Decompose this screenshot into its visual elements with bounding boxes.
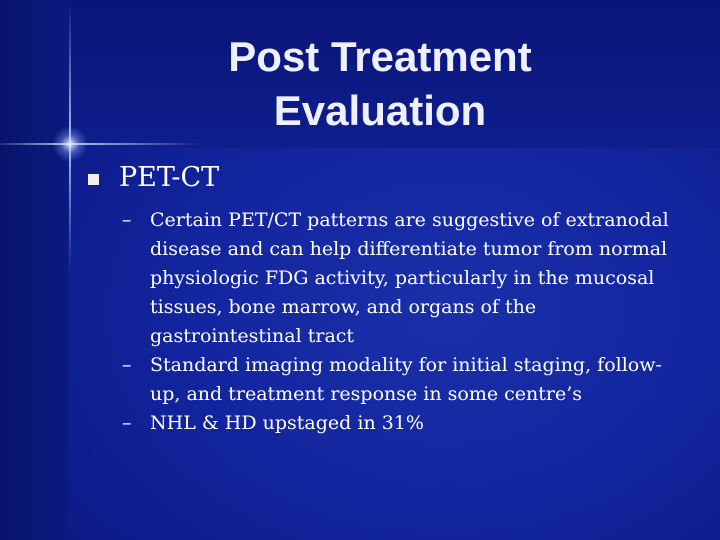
sub-bullet-item [122, 206, 682, 351]
square-bullet-icon [88, 174, 99, 185]
slide-title-line-1: Post Treatment [228, 33, 532, 80]
sub-bullet-text: Certain PET/CT patterns are suggestive of extranodal disease and can help differentiate tumor from normal physiologic FDG activity, particularly in the mucosal tissues, bone marrow, and organs of the gastrointestinal tract [150, 209, 669, 347]
dash-bullet-icon: – [122, 209, 132, 231]
bullet-pet-ct [88, 162, 688, 193]
slide-title-line-2: Evaluation [273, 87, 487, 134]
sub-bullet-list [122, 206, 682, 438]
lens-flare-horizontal [0, 143, 200, 145]
sub-bullet-item [122, 409, 682, 438]
slide-title [120, 30, 640, 138]
left-background-band [0, 0, 68, 540]
sub-bullet-text: Standard imaging modality for initial staging, follow-up, and treatment response in some centre’s [150, 354, 662, 405]
dash-bullet-icon: – [122, 354, 132, 376]
sub-bullet-item [122, 351, 682, 409]
bullet-text: PET-CT [119, 162, 220, 193]
sub-bullet-text: NHL & HD upstaged in 31% [150, 412, 424, 434]
dash-bullet-icon: – [122, 412, 132, 434]
lens-flare-glow [52, 126, 88, 162]
